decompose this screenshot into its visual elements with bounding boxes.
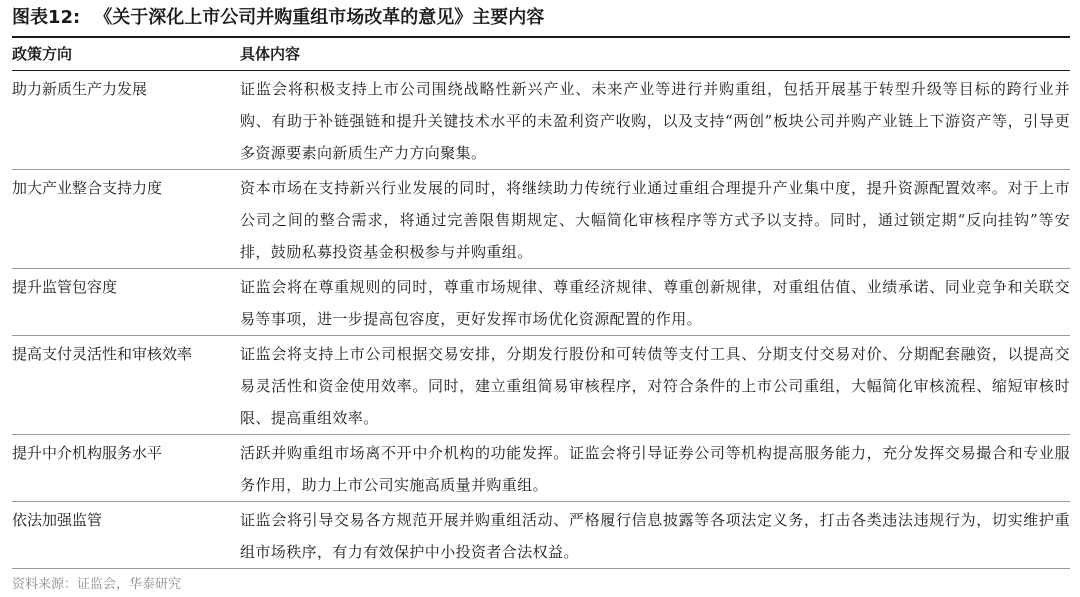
table-row — [12, 170, 1070, 269]
policy-content: 活跃并购重组市场离不开中介机构的功能发挥。证监会将引导证券公司等机构提高服务能力，充分发挥交易撮合和专业服务作用，助力上市公司实施高质量并购重组。 — [240, 444, 1070, 494]
header-content: 具体内容 — [240, 45, 301, 63]
policy-direction: 加大产业整合支持力度 — [12, 179, 163, 197]
figure-label: 图表12: — [12, 7, 81, 28]
source-note: 资料来源：证监会，华泰研究 — [12, 577, 182, 592]
table-row — [12, 269, 1070, 336]
policy-content: 证监会将支持上市公司根据交易安排，分期发行股份和可转债等支付工具、分期支付交易对价、分期配套融资，以提高交易灵活性和资金使用效率。同时，建立重组简易审核程序，对符合条件的上市公司重组，大幅简化审核流程、缩短审核时限、提高重组效率。 — [240, 345, 1070, 427]
header-direction: 政策方向 — [12, 45, 73, 63]
policy-direction: 助力新质生产力发展 — [12, 80, 148, 98]
policy-content: 证监会将积极支持上市公司围绕战略性新兴产业、未来产业等进行并购重组，包括开展基于转型升级等目标的跨行业并购、有助于补链强链和提升关键技术水平的未盈利资产收购，以及支持“两创”板块公司并购产业链上下游资产等，引导更多资源要素向新质生产力方向聚集。 — [240, 80, 1070, 162]
document-page — [12, 0, 1070, 597]
policy-content: 证监会将引导交易各方规范开展并购重组活动、严格履行信息披露等各项法定义务，打击各类违法违规行为，切实维护重组市场秩序，有力有效保护中小投资者合法权益。 — [240, 511, 1070, 561]
table-row — [12, 71, 1070, 170]
table-row — [12, 435, 1070, 502]
policy-direction: 提升监管包容度 — [12, 278, 118, 296]
policy-direction: 提高支付灵活性和审核效率 — [12, 345, 193, 363]
figure-title-text: 《关于深化上市公司并购重组市场改革的意见》主要内容 — [94, 7, 545, 28]
figure-title — [12, 0, 1070, 38]
table-row — [12, 502, 1070, 569]
table-row — [12, 336, 1070, 435]
policy-content: 证监会将在尊重规则的同时，尊重市场规律、尊重经济规律、尊重创新规律，对重组估值、业绩承诺、同业竞争和关联交易等事项，进一步提高包容度，更好发挥市场优化资源配置的作用。 — [240, 278, 1070, 328]
policy-content: 资本市场在支持新兴行业发展的同时，将继续助力传统行业通过重组合理提升产业集中度，提升资源配置效率。对于上市公司之间的整合需求，将通过完善限售期规定、大幅简化审核程序等方式予以支持。同时，通过锁定期“反向挂钩”等安排，鼓励私募投资基金积极参与并购重组。 — [240, 179, 1070, 261]
policy-direction: 提升中介机构服务水平 — [12, 444, 163, 462]
table-header — [12, 38, 1070, 71]
policy-direction: 依法加强监管 — [12, 511, 103, 529]
